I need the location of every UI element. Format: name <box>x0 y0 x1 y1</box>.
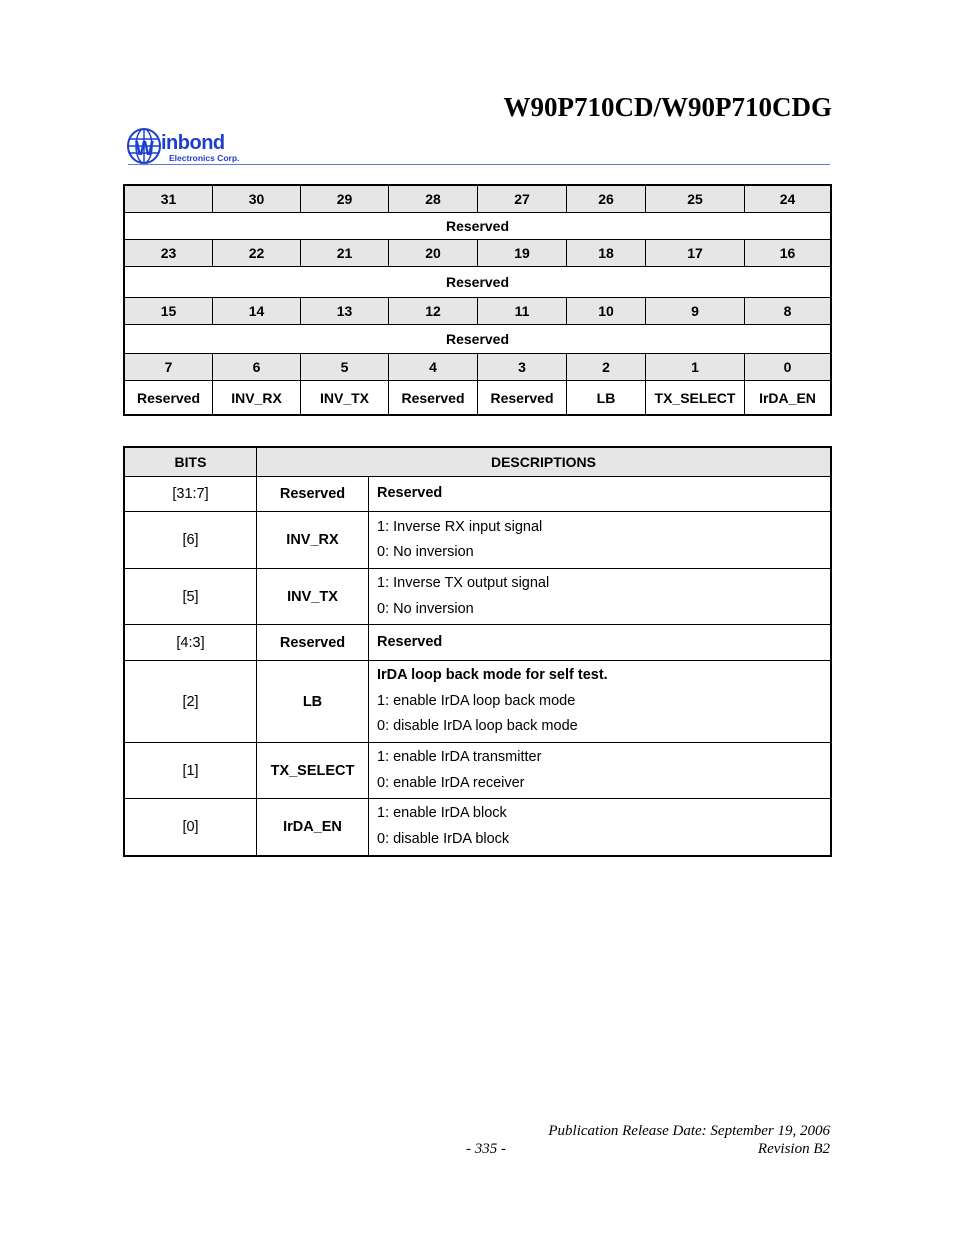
bit-cell: 25 <box>646 185 745 213</box>
winbond-logo <box>127 126 257 166</box>
field-name-cell: Reserved <box>257 625 369 661</box>
bit-cell: 1 <box>646 354 745 381</box>
field-name-cell: IrDA_EN <box>745 381 832 416</box>
bit-cell: 5 <box>301 354 389 381</box>
bit-cell: 31 <box>124 185 213 213</box>
description-cell <box>369 661 832 743</box>
bit-cell: 18 <box>567 240 646 267</box>
bit-number-row <box>124 354 831 381</box>
description-line: 1: enable IrDA block <box>377 805 507 822</box>
description-cell <box>369 799 832 856</box>
bit-cell: 17 <box>646 240 745 267</box>
description-row <box>124 799 831 856</box>
page-number: - 335 - <box>466 1141 506 1157</box>
bit-cell: 4 <box>389 354 478 381</box>
bit-cell: 20 <box>389 240 478 267</box>
bit-cell: 10 <box>567 298 646 325</box>
field-name-cell: LB <box>257 661 369 743</box>
bit-cell: 21 <box>301 240 389 267</box>
bits-cell: [2] <box>124 661 257 743</box>
field-name-cell: INV_TX <box>257 569 369 625</box>
bit-cell: 0 <box>745 354 832 381</box>
bits-cell: [5] <box>124 569 257 625</box>
description-row <box>124 625 831 661</box>
bit-cell: 8 <box>745 298 832 325</box>
description-cell <box>369 625 832 661</box>
description-row <box>124 477 831 512</box>
bits-cell: [4:3] <box>124 625 257 661</box>
bit-cell: 30 <box>213 185 301 213</box>
description-line: Reserved <box>377 485 443 502</box>
bits-cell: [0] <box>124 799 257 856</box>
field-name-row <box>124 381 831 416</box>
field-name-cell: INV_RX <box>213 381 301 416</box>
description-cell <box>369 743 832 799</box>
bit-cell: 7 <box>124 354 213 381</box>
description-row <box>124 569 831 625</box>
field-row <box>124 267 831 298</box>
bit-cell: 3 <box>478 354 567 381</box>
revision: Revision B2 <box>757 1141 830 1157</box>
field-name-cell: Reserved <box>389 381 478 416</box>
description-cell <box>369 512 832 569</box>
bit-cell: 9 <box>646 298 745 325</box>
description-line: IrDA loop back mode for self test. <box>377 667 608 684</box>
bits-cell: [6] <box>124 512 257 569</box>
description-line: 0: disable IrDA block <box>377 830 510 847</box>
bit-cell: 23 <box>124 240 213 267</box>
field-name-cell: INV_RX <box>257 512 369 569</box>
descriptions-header: DESCRIPTIONS <box>257 447 832 477</box>
description-line: 0: enable IrDA receiver <box>377 774 525 791</box>
bit-cell: 16 <box>745 240 832 267</box>
bit-cell: 2 <box>567 354 646 381</box>
field-cell: Reserved <box>124 325 831 354</box>
field-name-cell: LB <box>567 381 646 416</box>
bit-cell: 26 <box>567 185 646 213</box>
bits-cell: [1] <box>124 743 257 799</box>
document-title: W90P710CD/W90P710CDG <box>503 92 832 122</box>
bit-cell: 12 <box>389 298 478 325</box>
description-row <box>124 743 831 799</box>
description-header-row <box>124 447 831 477</box>
description-line: 0: No inversion <box>377 544 474 560</box>
description-line: 1: Inverse TX output signal <box>377 575 550 591</box>
bit-cell: 22 <box>213 240 301 267</box>
field-cell: Reserved <box>124 213 831 240</box>
bit-cell: 24 <box>745 185 832 213</box>
bit-cell: 28 <box>389 185 478 213</box>
bits-cell: [31:7] <box>124 477 257 512</box>
bits-header: BITS <box>124 447 257 477</box>
bit-cell: 27 <box>478 185 567 213</box>
bit-cell: 6 <box>213 354 301 381</box>
globe-icon <box>127 126 161 164</box>
field-name-cell: Reserved <box>257 477 369 512</box>
field-name-cell: IrDA_EN <box>257 799 369 856</box>
field-name-cell: Reserved <box>478 381 567 416</box>
publication-date: Publication Release Date: September 19, 2006 <box>548 1123 830 1139</box>
bit-cell: 14 <box>213 298 301 325</box>
field-cell: Reserved <box>124 267 831 298</box>
bit-cell: 15 <box>124 298 213 325</box>
field-row <box>124 213 831 240</box>
bit-cell: 29 <box>301 185 389 213</box>
bit-description-table <box>123 446 832 857</box>
description-line: 1: enable IrDA transmitter <box>377 749 542 765</box>
field-name-cell: TX_SELECT <box>646 381 745 416</box>
description-line: 1: enable IrDA loop back mode <box>377 692 576 709</box>
description-line: 0: No inversion <box>377 600 474 617</box>
field-name-cell: Reserved <box>124 381 213 416</box>
description-row <box>124 512 831 569</box>
bit-number-row <box>124 240 831 267</box>
description-cell <box>369 569 832 625</box>
bit-number-row <box>124 298 831 325</box>
description-cell <box>369 477 832 512</box>
bit-cell: 13 <box>301 298 389 325</box>
logo-subtitle: Electronics Corp. <box>169 153 240 163</box>
description-row <box>124 661 831 743</box>
svg-text:W: W <box>135 138 154 160</box>
field-name-cell: TX_SELECT <box>257 743 369 799</box>
field-name-cell: INV_TX <box>301 381 389 416</box>
description-line: 0: disable IrDA loop back mode <box>377 718 578 735</box>
bit-cell: 19 <box>478 240 567 267</box>
logo-word: inbond <box>161 132 225 154</box>
bit-number-row <box>124 185 831 213</box>
field-row <box>124 325 831 354</box>
register-bit-table <box>123 184 832 416</box>
header-rule <box>128 164 830 165</box>
description-line: 1: Inverse RX input signal <box>377 518 543 535</box>
bit-cell: 11 <box>478 298 567 325</box>
description-line: Reserved <box>377 633 443 650</box>
